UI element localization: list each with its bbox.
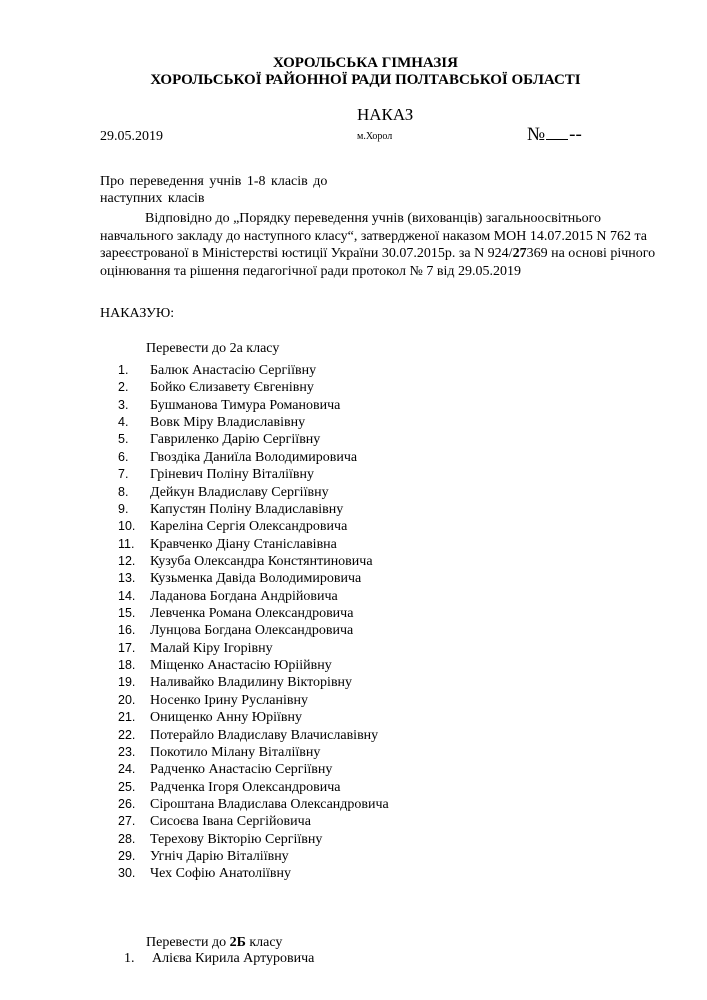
student-name: Бушманова Тимура Романовича xyxy=(150,397,341,413)
list-item-number: 17. xyxy=(118,640,136,655)
student-list-2b xyxy=(124,950,314,967)
list-item-number: 24. xyxy=(118,762,136,777)
student-list-item xyxy=(118,848,389,865)
student-name: Наливайко Владилину Вікторівну xyxy=(150,675,353,691)
list-item-number: 12. xyxy=(118,553,136,568)
section-title-text: Перевести до xyxy=(146,935,230,950)
list-item-number: 28. xyxy=(118,831,136,846)
student-list-item xyxy=(118,518,389,535)
student-list-item xyxy=(118,640,389,657)
order-subject xyxy=(100,173,380,207)
student-list-item xyxy=(118,831,389,848)
student-name: Лунцова Богдана Олександровича xyxy=(150,623,354,639)
order-city: м.Хорол xyxy=(357,131,393,142)
order-decree-word: НАКАЗУЮ: xyxy=(100,306,175,321)
basis-line xyxy=(100,245,675,263)
student-name: Вовк Міру Владиславівну xyxy=(150,415,306,431)
student-list-item xyxy=(118,796,389,813)
list-item-number: 1. xyxy=(124,951,135,966)
subject-line: Про переведення учнів 1-8 класів до xyxy=(100,174,328,189)
list-item-number: 25. xyxy=(118,779,136,794)
student-name: Кузьменка Давіда Володимировича xyxy=(150,571,362,587)
basis-line: навчального закладу до наступного класу“, затвердженої наказом МОН 14.07.2015 N 762 та xyxy=(100,228,647,244)
list-item-number: 2. xyxy=(118,380,129,395)
student-name: Гріневич Поліну Віталіївну xyxy=(150,467,314,483)
student-list-item xyxy=(118,570,389,587)
student-list-item xyxy=(118,813,389,830)
student-name: Гвоздіка Даниїла Володимировича xyxy=(150,449,358,465)
basis-line: Відповідно до „Порядку переведення учнів (вихованців) загальноосвітнього xyxy=(145,211,601,226)
student-list-item xyxy=(118,501,389,518)
student-name: Капустян Поліну Владиславівну xyxy=(150,501,344,517)
student-name: Міщенко Анастасію Юріійвну xyxy=(150,658,332,674)
subject-line: наступних класів xyxy=(100,191,205,206)
student-name: Балюк Анастасію Сергіївну xyxy=(150,363,317,378)
student-list-item xyxy=(118,536,389,553)
list-item-number: 18. xyxy=(118,658,136,673)
student-list-item xyxy=(118,657,389,674)
student-name: Ладанова Богдана Андрійовича xyxy=(150,588,338,604)
student-name: Чех Софію Анатоліївну xyxy=(150,866,291,882)
basis-text-bold: 27 xyxy=(512,246,527,261)
student-list-item xyxy=(118,449,389,466)
student-list-item xyxy=(118,553,389,570)
student-name: Левченка Романа Олександровича xyxy=(150,606,354,622)
student-list-item xyxy=(118,484,389,501)
institution-name: ХОРОЛЬСЬКА ГІМНАЗІЯ xyxy=(273,55,458,71)
student-list-item xyxy=(118,865,389,882)
list-item-number: 1. xyxy=(118,363,129,377)
student-list-item xyxy=(118,779,389,796)
list-item-number: 13. xyxy=(118,571,136,586)
section-title-2b xyxy=(146,934,282,951)
basis-text: 369 на основі річного xyxy=(526,246,656,261)
student-name: Гавриленко Дарію Сергіївну xyxy=(150,432,321,448)
student-list-item xyxy=(118,744,389,761)
number-suffix: -- xyxy=(569,124,582,145)
list-item-number: 16. xyxy=(118,623,136,638)
institution-council: ХОРОЛЬСЬКОЇ РАЙОННОЇ РАДИ ПОЛТАВСЬКОЇ ОБЛАСТІ xyxy=(150,72,581,88)
student-name: Алієва Кирила Артуровича xyxy=(152,951,315,966)
list-item-number: 4. xyxy=(118,415,129,430)
student-list-item xyxy=(118,761,389,778)
list-item-number: 15. xyxy=(118,606,136,621)
list-item-number: 7. xyxy=(118,467,129,482)
student-name: Сисоєва Івана Сергійовича xyxy=(150,814,311,830)
section-title-text: класу xyxy=(245,935,283,950)
student-name: Радченко Анастасію Сергіївну xyxy=(150,762,333,778)
list-item-number: 29. xyxy=(118,849,136,864)
order-basis-paragraph xyxy=(100,210,675,280)
order-date: 29.05.2019 xyxy=(100,129,163,144)
student-name: Угніч Дарію Віталіївну xyxy=(150,849,289,865)
student-name: Сіроштана Владислава Олександровича xyxy=(150,796,389,812)
student-name: Малай Кіру Ігорівну xyxy=(150,640,273,656)
list-item-number: 6. xyxy=(118,449,129,464)
number-blank xyxy=(546,125,568,140)
student-name: Кравченко Діану Станіславівна xyxy=(150,536,337,552)
student-name: Покотило Мілану Віталіївну xyxy=(150,744,321,760)
list-item-number: 21. xyxy=(118,710,136,725)
student-list-item xyxy=(118,727,389,744)
student-name: Носенко Ірину Русланівну xyxy=(150,692,308,708)
student-list-item xyxy=(118,588,389,605)
student-name: Терехову Вікторію Сергіївну xyxy=(150,831,323,847)
student-list-item xyxy=(118,431,389,448)
student-name: Кузуба Олександра Констянтиновича xyxy=(150,553,373,569)
list-item-number: 9. xyxy=(118,501,129,516)
student-list-item xyxy=(118,362,389,379)
student-list-item xyxy=(118,692,389,709)
student-name: Бойко Єлизавету Євгенівну xyxy=(150,380,314,396)
list-item-number: 26. xyxy=(118,796,136,811)
section-title-2a: Перевести до 2а класу xyxy=(146,341,280,356)
student-name: Онищенко Анну Юріївну xyxy=(150,710,303,726)
list-item-number: 19. xyxy=(118,675,136,690)
student-name: Радченка Ігоря Олександровича xyxy=(150,779,341,795)
list-item-number: 23. xyxy=(118,744,136,759)
student-list-item xyxy=(124,950,314,967)
student-name: Потерайло Владиславу Влачиславівну xyxy=(150,727,379,743)
list-item-number: 10. xyxy=(118,519,136,534)
student-list-item xyxy=(118,466,389,483)
class-name: 2Б xyxy=(229,935,246,950)
order-number xyxy=(527,124,582,146)
list-item-number: 8. xyxy=(118,484,129,499)
list-item-number: 5. xyxy=(118,432,129,447)
student-list-item xyxy=(118,674,389,691)
list-item-number: 27. xyxy=(118,814,136,829)
list-item-number: 20. xyxy=(118,692,136,707)
document-type: НАКАЗ xyxy=(357,105,414,124)
list-item-number: 11. xyxy=(118,536,135,551)
student-name: Карелiна Сергія Олександровича xyxy=(150,519,348,535)
student-list-item xyxy=(118,622,389,639)
student-list-item xyxy=(118,379,389,396)
student-list-item xyxy=(118,397,389,414)
basis-text: зареєстрованої в Міністерстві юстиції України 30.07.2015р. за N 924/ xyxy=(100,246,513,261)
student-list-item xyxy=(118,414,389,431)
list-item-number: 22. xyxy=(118,727,136,742)
student-list-item xyxy=(118,605,389,622)
list-item-number: 3. xyxy=(118,397,129,412)
number-sign: № xyxy=(527,124,546,145)
student-name: Дейкун Владиславу Сергіївну xyxy=(150,484,329,500)
student-list-2a xyxy=(118,362,389,883)
student-list-item xyxy=(118,709,389,726)
list-item-number: 30. xyxy=(118,866,136,881)
basis-line: оцінювання та рішення педагогічної ради протокол № 7 від 29.05.2019 xyxy=(100,263,521,279)
list-item-number: 14. xyxy=(118,588,136,603)
